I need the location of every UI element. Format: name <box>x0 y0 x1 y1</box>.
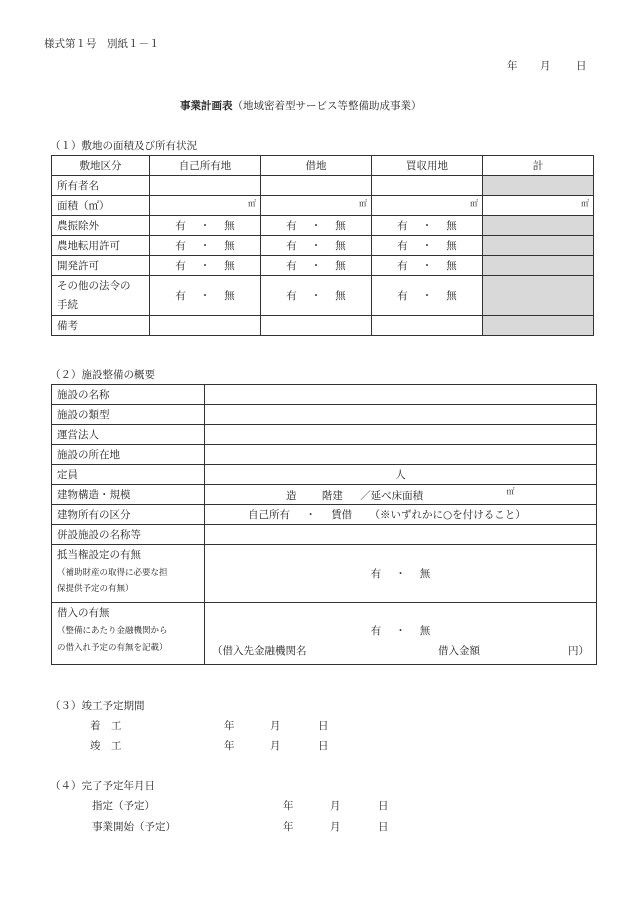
total-cell <box>483 216 594 236</box>
table-row <box>52 545 597 603</box>
page-title-block <box>180 98 422 113</box>
table-row <box>52 196 594 216</box>
section4-heading: （４）完了予定年月日 <box>50 780 155 792</box>
yes-no-cell[interactable]: 有 ・ 無 <box>150 256 261 276</box>
remarks-purchase-cell[interactable] <box>372 316 483 336</box>
construction-start-label: 着 工 <box>90 720 122 732</box>
section2-heading: （２）施設整備の概要 <box>50 369 155 381</box>
area-total-cell[interactable]: ㎡ <box>483 196 594 216</box>
business-start-label: 事業開始（予定） <box>92 821 176 833</box>
row-label-development: 開発許可 <box>52 256 150 276</box>
table-row <box>52 256 594 276</box>
row-label-ownership: 建物所有の区分 <box>52 505 205 525</box>
start-day: 日 <box>318 720 329 732</box>
remarks-leased-cell[interactable] <box>261 316 372 336</box>
date-year: 年 <box>507 60 518 72</box>
row-label-mortgage: 抵当権設定の有無 （補助財産の取得に必要な担 保提供予定の有無） <box>52 545 205 603</box>
designation-label: 指定（予定） <box>92 800 155 812</box>
section3-heading: （３）竣工予定期間 <box>50 700 145 712</box>
row-label-location: 施設の所在地 <box>52 445 205 465</box>
start-year: 年 <box>224 720 235 732</box>
yes-no-cell[interactable]: 有 ・ 無 <box>261 256 372 276</box>
table-row <box>52 176 594 196</box>
col-header-purchase: 買収用地 <box>372 156 483 176</box>
yes-no-cell[interactable]: 有 ・ 無 <box>372 236 483 256</box>
table-row <box>52 445 597 465</box>
form-number: 様式第１号 別紙１－１ <box>44 38 160 50</box>
owner-leased-cell[interactable] <box>261 176 372 196</box>
table-row <box>52 276 594 316</box>
col-header-owned: 自己所有地 <box>150 156 261 176</box>
yes-no-cell[interactable]: 有 ・ 無 <box>372 276 483 316</box>
row-label-other-laws: その他の法令の 手続 <box>52 276 150 316</box>
designation-day: 日 <box>378 800 389 812</box>
row-label-structure: 建物構造・規模 <box>52 485 205 505</box>
row-label-facility-name: 施設の名称 <box>52 385 205 405</box>
loan-amount-label: 借入金額 <box>438 645 480 657</box>
yes-no-cell[interactable]: 有 ・ 無 <box>372 256 483 276</box>
area-owned-cell[interactable]: ㎡ <box>150 196 261 216</box>
table-row <box>52 465 597 485</box>
table-row <box>52 236 594 256</box>
yes-no-cell[interactable]: 有 ・ 無 <box>372 216 483 236</box>
table-row <box>52 505 597 525</box>
section1-heading: （１）敷地の面積及び所有状況 <box>50 140 197 152</box>
owner-total-cell <box>483 176 594 196</box>
yes-no-cell[interactable]: 有 ・ 無 <box>261 276 372 316</box>
row-label-facility-type: 施設の類型 <box>52 405 205 425</box>
structure-value[interactable]: 造 階建 ／延べ床面積 ㎡ <box>205 485 597 505</box>
row-label-conversion: 農地転用許可 <box>52 236 150 256</box>
yes-no-cell[interactable]: 有 ・ 無 <box>150 276 261 316</box>
finish-month: 月 <box>270 740 281 752</box>
facility-name-value[interactable] <box>205 385 597 405</box>
designation-month: 月 <box>330 800 341 812</box>
finish-year: 年 <box>224 740 235 752</box>
business-start-month: 月 <box>330 821 341 833</box>
table-row <box>52 603 597 665</box>
facility-type-value[interactable] <box>205 405 597 425</box>
operator-value[interactable] <box>205 425 597 445</box>
finish-day: 日 <box>318 740 329 752</box>
table-row <box>52 385 597 405</box>
owner-owned-cell[interactable] <box>150 176 261 196</box>
row-label-area: 面積（㎡） <box>52 196 150 216</box>
total-cell <box>483 236 594 256</box>
remarks-total-cell <box>483 316 594 336</box>
page-title: 事業計画表 <box>180 100 233 112</box>
land-table <box>51 155 594 336</box>
row-label-capacity: 定員 <box>52 465 205 485</box>
yes-no-cell[interactable]: 有 ・ 無 <box>150 216 261 236</box>
owner-purchase-cell[interactable] <box>372 176 483 196</box>
capacity-unit: 人 <box>395 469 406 481</box>
row-label-loan: 借入の有無 （整備にあたり金融機関から の借入れ予定の有無を記載） <box>52 603 205 665</box>
yes-no-cell[interactable]: 有 ・ 無 <box>261 216 372 236</box>
col-header-leased: 借地 <box>261 156 372 176</box>
row-label-farm: 農振除外 <box>52 216 150 236</box>
loan-yes-no: 有 ・ 無 <box>370 625 431 637</box>
row-label-combined: 併設施設の名称等 <box>52 525 205 545</box>
facility-table <box>51 384 597 665</box>
remarks-owned-cell[interactable] <box>150 316 261 336</box>
table-row <box>52 425 597 445</box>
loan-bank-label: （借入先金融機関名 <box>212 645 307 657</box>
loan-details <box>210 643 591 659</box>
area-leased-cell[interactable]: ㎡ <box>261 196 372 216</box>
ownership-value[interactable]: 自己所有 ・ 賃借 （※いずれかに○を付けること） <box>205 505 597 525</box>
yes-no-cell[interactable]: 有 ・ 無 <box>261 236 372 256</box>
table-row <box>52 405 597 425</box>
col-header-category: 敷地区分 <box>52 156 150 176</box>
capacity-value[interactable] <box>205 465 597 485</box>
area-purchase-cell[interactable]: ㎡ <box>372 196 483 216</box>
col-header-total: 計 <box>483 156 594 176</box>
page-subtitle: （地域密着型サービス等整備助成事業） <box>232 100 422 112</box>
date-month: 月 <box>540 60 551 72</box>
row-label-operator: 運営法人 <box>52 425 205 445</box>
loan-value[interactable] <box>205 603 597 665</box>
start-month: 月 <box>270 720 281 732</box>
table-row <box>52 216 594 236</box>
designation-year: 年 <box>283 800 294 812</box>
table-row <box>52 485 597 505</box>
yes-no-cell[interactable]: 有 ・ 無 <box>150 236 261 256</box>
total-cell <box>483 256 594 276</box>
total-cell <box>483 276 594 316</box>
land-table-header <box>52 156 594 176</box>
location-value[interactable] <box>205 445 597 465</box>
table-row <box>52 316 594 336</box>
loan-yen-label: 円） <box>568 645 589 657</box>
business-start-year: 年 <box>283 821 294 833</box>
combined-value[interactable] <box>205 525 597 545</box>
table-row <box>52 525 597 545</box>
row-label-remarks: 備考 <box>52 316 150 336</box>
row-label-owner: 所有者名 <box>52 176 150 196</box>
date-day: 日 <box>576 60 587 72</box>
mortgage-yes-no[interactable]: 有 ・ 無 <box>205 545 597 603</box>
construction-finish-label: 竣 工 <box>90 740 122 752</box>
business-start-day: 日 <box>378 821 389 833</box>
